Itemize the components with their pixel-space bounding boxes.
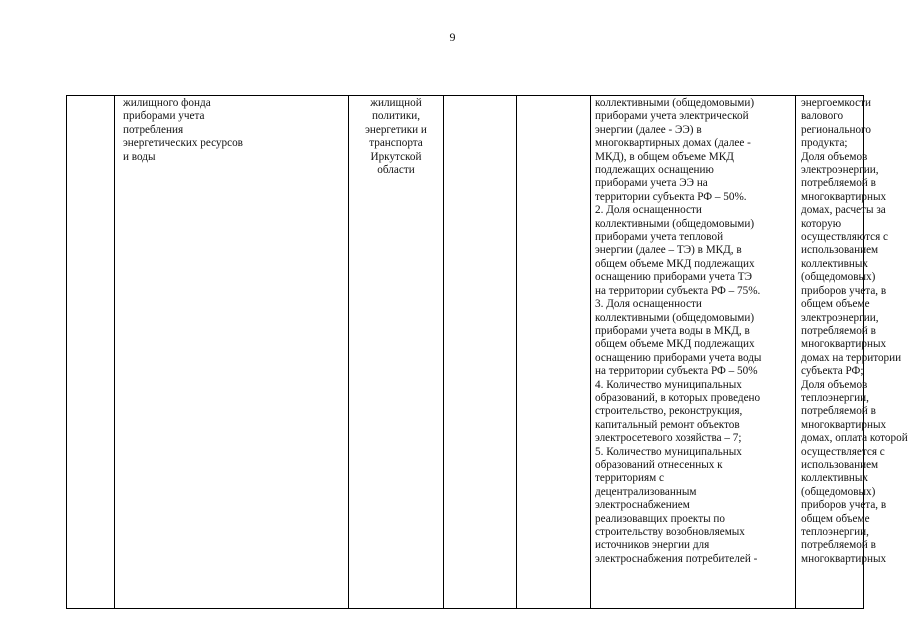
text-line: приборами учета электрической (595, 110, 749, 123)
text-line: потребляемой в (801, 324, 876, 337)
col-measure-name (115, 96, 349, 608)
text-line: домах, расчеты за (801, 204, 886, 217)
text-line: коллективными (общедомовыми) (595, 217, 755, 230)
text-line: коллективными (общедомовыми) (595, 311, 755, 324)
text-line: области (377, 164, 415, 177)
text-line: использованием (801, 458, 879, 471)
text-line: жилищного фонда (123, 97, 211, 109)
text-line: энергоемкости (801, 97, 872, 109)
text-line: потребляемой в (801, 405, 876, 418)
text-line: общем объеме МКД подлежащих (595, 338, 755, 351)
text-line: МКД), в общем объеме МКД (595, 150, 734, 163)
text-line: транспорта (369, 137, 423, 150)
text-line: домах, оплата которой (801, 432, 908, 445)
text-line: использованием (801, 244, 879, 257)
text-line: электроэнергии, (801, 311, 879, 324)
program-table (66, 95, 908, 609)
text-line: коллективных (801, 257, 868, 270)
text-line: многоквартирных (801, 552, 887, 565)
text-line: капитальный ремонт объектов (595, 418, 740, 431)
text-line: 2. Доля оснащенности (595, 204, 702, 217)
text-line: осуществляются с (801, 231, 888, 244)
text-line: электроэнергии, (801, 164, 879, 177)
text-line: регионального (801, 123, 871, 136)
text-line: приборами учета тепловой (595, 231, 724, 244)
text-line: электросетевого хозяйства – 7; (595, 432, 742, 445)
text-line: оснащению приборами учета ТЭ (595, 271, 752, 284)
text-line: 5. Количество муниципальных (595, 445, 742, 458)
text-line: осуществляется с (801, 445, 885, 458)
text-line: Доля объемов (801, 378, 868, 391)
text-line: источников энергии для (595, 539, 710, 552)
text-line: приборов учета, в (801, 499, 887, 512)
col-number (67, 96, 115, 608)
text-line: многоквартирных домах (далее - (595, 137, 751, 150)
text-line: теплоэнергии, (801, 526, 869, 538)
text-line: (общедомовых) (801, 271, 876, 284)
text-line: электроснабжением (595, 499, 690, 512)
text-line: электроснабжения потребителей - (595, 552, 758, 565)
page-number: 9 (449, 30, 456, 44)
text-line: субъекта РФ; (801, 365, 864, 378)
text-line: Доля объемов (801, 150, 868, 163)
text-line: (общедомовых) (801, 485, 876, 498)
text-line: территориям с (595, 472, 664, 485)
text-line: приборами учета воды в МКД, в (595, 324, 750, 337)
text-line: приборами учета ЭЭ на (595, 177, 708, 190)
col-expected-results (591, 96, 796, 608)
text-line: реализовавщих проекты по (595, 512, 726, 525)
text-line: строительству возобновляемых (595, 526, 745, 538)
text-line: политики, (371, 110, 421, 123)
text-line: образований, в которых проведено (595, 391, 761, 404)
text-line: многоквартирных (801, 190, 887, 203)
text-line: оснащению приборами учета воды (595, 351, 762, 364)
text-line: общем объеме (801, 298, 870, 311)
text-line: общем объеме (801, 512, 870, 525)
text-line: многоквартирных (801, 418, 887, 431)
text-line: жилищной (370, 97, 422, 109)
text-line: 3. Доля оснащенности (595, 298, 702, 311)
text-line: потребляемой в (801, 539, 876, 552)
text-line: 4. Количество муниципальных (595, 378, 742, 391)
text-line: и воды (123, 150, 156, 163)
text-line: Иркутской (370, 150, 422, 163)
text-line: энергетических ресурсов (123, 137, 243, 150)
text-line: приборов учета, в (801, 284, 887, 297)
col-start-period (444, 96, 517, 608)
text-line: многоквартирных (801, 338, 887, 351)
col-responsible (349, 96, 444, 608)
text-line: теплоэнергии, (801, 391, 869, 404)
text-line: потребляемой в (801, 177, 876, 190)
text-line: коллективных (801, 472, 868, 485)
text-line: на территории субъекта РФ – 75%. (595, 284, 761, 297)
col-end-period (517, 96, 591, 608)
text-line: образований отнесенных к (595, 458, 723, 471)
text-line: децентрализованным (595, 485, 697, 498)
text-line: коллективными (общедомовыми) (595, 97, 755, 109)
text-line: энергетики и (365, 123, 427, 136)
text-line: потребления (123, 123, 184, 136)
text-line: приборами учета (123, 110, 205, 123)
text-line: территории субъекта РФ – 50%. (595, 190, 747, 203)
text-line: на территории субъекта РФ – 50% (595, 365, 758, 378)
text-line: подлежащих оснащению (595, 164, 714, 177)
col-indicators (796, 96, 908, 608)
text-line: строительство, реконструкция, (595, 405, 743, 418)
text-line: продукта; (801, 137, 848, 150)
text-line: общем объеме МКД подлежащих (595, 257, 755, 270)
text-line: домах на территории (801, 351, 902, 364)
text-line: энергии (далее – ТЭ) в МКД, в (595, 244, 742, 257)
text-line: энергии (далее - ЭЭ) в (595, 123, 702, 136)
text-line: которую (801, 217, 842, 230)
text-line: валового (801, 110, 844, 123)
